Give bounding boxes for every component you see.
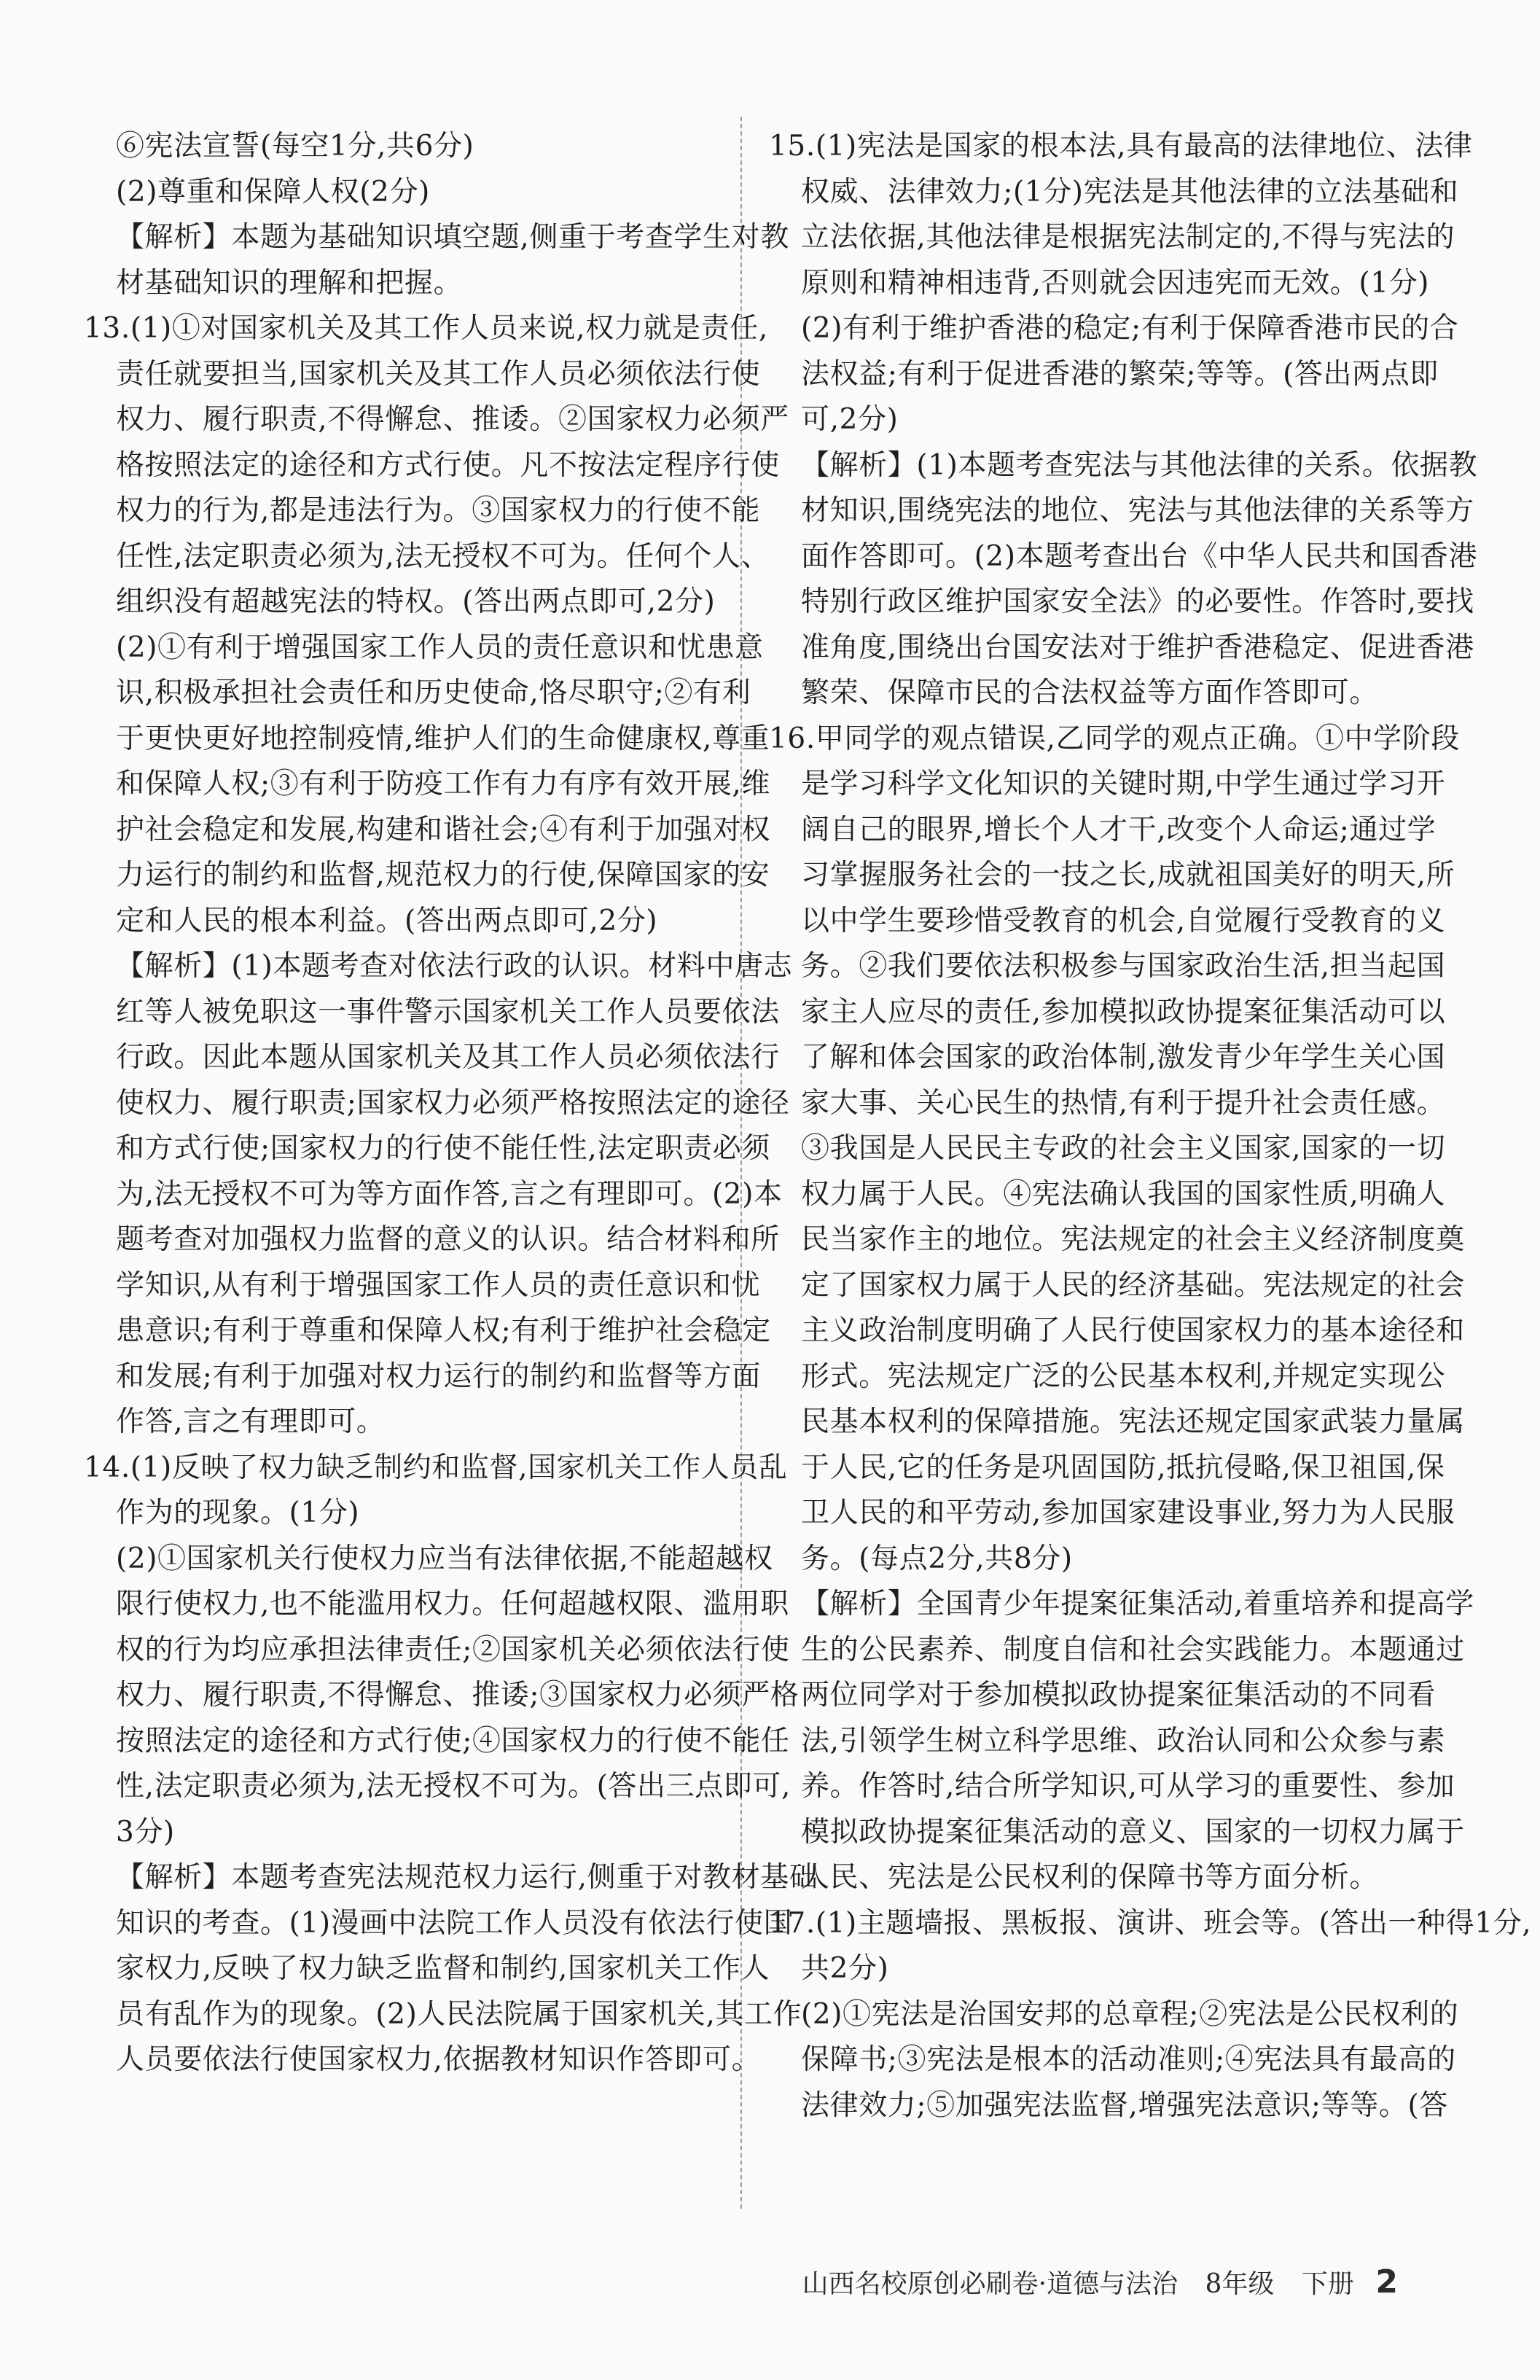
text-line: 员有乱作为的现象。(2)人民法院属于国家机关,其工作 [116, 1997, 802, 2031]
text-line: ③我国是人民民主专政的社会主义国家,国家的一切 [801, 1132, 1446, 1165]
text-line: 15.(1)宪法是国家的根本法,具有最高的法律地位、法律 [769, 130, 1473, 163]
text-line: 法律效力;⑤加强宪法监督,增强宪法意识;等等。(答 [801, 2088, 1448, 2122]
text-line: 【解析】全国青少年提案征集活动,着重培养和提高学 [801, 1588, 1474, 1620]
text-line: 行政。因此本题从国家机关及其工作人员必须依法行 [116, 1041, 780, 1074]
text-line: 定了国家权力属于人民的经济基础。宪法规定的社会 [801, 1268, 1465, 1302]
text-line: 【解析】本题为基础知识填空题,侧重于考查学生对教 [116, 221, 789, 254]
text-line: 责任就要担当,国家机关及其工作人员必须依法行使 [116, 357, 761, 391]
footer-grade: 8年级 [1205, 2269, 1275, 2299]
text-line: 权力、履行职责,不得懈怠、推诿。②国家权力必须严 [116, 403, 789, 436]
text-line: 卫人民的和平劳动,参加国家建设事业,努力为人民服 [801, 1497, 1455, 1529]
text-line: 13.(1)①对国家机关及其工作人员来说,权力就是责任, [84, 312, 768, 345]
text-line: 和保障人权;③有利于防疫工作有力有序有效开展,维 [116, 768, 770, 800]
text-line: 是学习科学文化知识的关键时期,中学生通过学习开 [801, 768, 1446, 800]
text-line: (2)①有利于增强国家工作人员的责任意识和忧患意 [116, 631, 764, 664]
text-line: 家大事、关心民生的热情,有利于提升社会责任感。 [801, 1086, 1446, 1120]
text-line: 限行使权力,也不能滥用权力。任何超越权限、滥用职 [116, 1588, 789, 1620]
text-line: 原则和精神相违背,否则就会因违宪而无效。(1分) [801, 266, 1430, 300]
text-line: ⑥宪法宣誓(每空1分,共6分) [116, 130, 474, 163]
text-line: 权威、法律效力;(1分)宪法是其他法律的立法基础和 [801, 175, 1459, 208]
text-line: 法权益;有利于促进香港的繁荣;等等。(答出两点即 [801, 357, 1439, 391]
text-line: 主义政治制度明确了人民行使国家权力的基本途径和 [801, 1314, 1465, 1347]
text-line: 于人民,它的任务是巩固国防,抵抗侵略,保卫祖国,保 [801, 1451, 1445, 1484]
text-line: 3分) [116, 1815, 175, 1849]
text-line: 任性,法定职责必须为,法无授权不可为。任何个人、 [116, 539, 770, 573]
text-line: 材知识,围绕宪法的地位、宪法与其他法律的关系等方 [801, 494, 1474, 527]
text-line: 养。作答时,结合所学知识,可从学习的重要性、参加 [801, 1770, 1455, 1803]
text-line: 以中学生要珍惜受教育的机会,自觉履行受教育的义 [801, 904, 1446, 937]
text-line: 作为的现象。(1分) [116, 1497, 360, 1529]
text-line: 为,法无授权不可为等方面作答,言之有理即可。(2)本 [116, 1177, 783, 1211]
text-line: 组织没有超越宪法的特权。(答出两点即可,2分) [116, 585, 716, 618]
text-line: 知识的考查。(1)漫画中法院工作人员没有依法行使国 [116, 1906, 793, 1940]
text-line: 权力的行为,都是违法行为。③国家权力的行使不能 [116, 494, 761, 527]
text-line: 权力、履行职责,不得懈怠、推诿;③国家权力必须严格 [116, 1679, 800, 1712]
text-line: 护社会稳定和发展,构建和谐社会;④有利于加强对权 [116, 813, 770, 846]
text-line: 红等人被免职这一事件警示国家机关工作人员要依法 [116, 995, 780, 1029]
text-line: 14.(1)反映了权力缺乏制约和监督,国家机关工作人员乱 [84, 1451, 788, 1484]
text-line: 题考查对加强权力监督的意义的认识。结合材料和所 [116, 1223, 780, 1256]
text-line: 性,法定职责必须为,法无授权不可为。(答出三点即可, [116, 1770, 792, 1803]
text-line: 人民、宪法是公民权利的保障书等方面分析。 [801, 1861, 1379, 1894]
text-line: 【解析】(1)本题考查对依法行政的认识。材料中唐志 [116, 950, 793, 983]
text-line: 【解析】(1)本题考查宪法与其他法律的关系。依据教 [801, 448, 1478, 482]
text-line: 阔自己的眼界,增长个人才干,改变个人命运;通过学 [801, 813, 1437, 846]
text-line: 16.甲同学的观点错误,乙同学的观点正确。①中学阶段 [769, 722, 1461, 755]
text-line: 可,2分) [801, 403, 899, 436]
text-line: 作答,言之有理即可。 [116, 1405, 386, 1438]
text-line: 务。②我们要依法积极参与国家政治生活,担当起国 [801, 950, 1446, 983]
text-line: 共2分) [801, 1952, 889, 1985]
page-footer [802, 2263, 1398, 2301]
text-line: 繁荣、保障市民的合法权益等方面作答即可。 [801, 676, 1379, 709]
text-line: 和方式行使;国家权力的行使不能任性,法定职责必须 [116, 1132, 770, 1165]
text-line: 立法依据,其他法律是根据宪法制定的,不得与宪法的 [801, 221, 1455, 254]
text-line: (2)有利于维护香港的稳定;有利于保障香港市民的合 [801, 312, 1459, 345]
text-line: 民当家作主的地位。宪法规定的社会主义经济制度奠 [801, 1223, 1465, 1256]
text-line: 家权力,反映了权力缺乏监督和制约,国家机关工作人 [116, 1952, 770, 1985]
text-line: 按照法定的途径和方式行使;④国家权力的行使不能任 [116, 1724, 790, 1757]
text-line: 使权力、履行职责;国家权力必须严格按照法定的途径 [116, 1086, 790, 1120]
text-line: 患意识;有利于尊重和保障人权;有利于维护社会稳定 [116, 1314, 771, 1347]
text-line: 权力属于人民。④宪法确认我国的国家性质,明确人 [801, 1177, 1446, 1211]
text-line: 务。(每点2分,共8分) [801, 1542, 1073, 1575]
text-line: 了解和体会国家的政治体制,激发青少年学生关心国 [801, 1041, 1446, 1074]
text-line: 权的行为均应承担法律责任;②国家机关必须依法行使 [116, 1633, 790, 1666]
text-line: 和发展;有利于加强对权力运行的制约和监督等方面 [116, 1359, 761, 1393]
text-line: 家主人应尽的责任,参加模拟政协提案征集活动可以 [801, 995, 1446, 1029]
text-line: 学知识,从有利于增强国家工作人员的责任意识和忧 [116, 1268, 761, 1302]
text-line: 力运行的制约和监督,规范权力的行使,保障国家的安 [116, 859, 770, 891]
text-line: 习掌握服务社会的一技之长,成就祖国美好的明天,所 [801, 859, 1455, 891]
text-line: 形式。宪法规定广泛的公民基本权利,并规定实现公 [801, 1359, 1446, 1393]
text-line: 【解析】本题考查宪法规范权力运行,侧重于对教材基础 [116, 1861, 818, 1894]
text-line: 面作答即可。(2)本题考查出台《中华人民共和国香港 [801, 539, 1478, 573]
text-line: 两位同学对于参加模拟政协提案征集活动的不同看 [801, 1679, 1437, 1712]
text-line: 格按照法定的途径和方式行使。凡不按法定程序行使 [116, 448, 780, 482]
right-column [769, 124, 1532, 2129]
text-line: 民基本权利的保障措施。宪法还规定国家武装力量属 [801, 1405, 1465, 1438]
text-line: (2)①国家机关行使权力应当有法律依据,不能超越权 [116, 1542, 773, 1575]
page-number: 2 [1375, 2263, 1398, 2301]
text-line: 特别行政区维护国家安全法》的必要性。作答时,要找 [801, 585, 1474, 618]
text-line: 人员要依法行使国家权力,依据教材知识作答即可。 [116, 2043, 761, 2076]
text-line: 材基础知识的理解和把握。 [116, 266, 463, 300]
footer-series: 山西名校原创必刷卷·道德与法治 [802, 2269, 1179, 2299]
footer-volume: 下册 [1301, 2269, 1354, 2299]
text-line: 模拟政协提案征集活动的意义、国家的一切权力属于 [801, 1815, 1465, 1849]
text-line: (2)①宪法是治国安邦的总章程;②宪法是公民权利的 [801, 1997, 1459, 2031]
text-line: 定和人民的根本利益。(答出两点即可,2分) [116, 904, 658, 937]
text-line: 识,积极承担社会责任和历史使命,恪尽职守;②有利 [116, 676, 751, 709]
text-line: (2)尊重和保障人权(2分) [116, 175, 430, 208]
text-line: 保障书;③宪法是根本的活动准则;④宪法具有最高的 [801, 2043, 1456, 2076]
text-line: 生的公民素养、制度自信和社会实践能力。本题通过 [801, 1633, 1465, 1666]
text-line: 于更快更好地控制疫情,维护人们的生命健康权,尊重 [116, 722, 770, 755]
left-column [84, 124, 818, 2083]
text-line: 法,引领学生树立科学思维、政治认同和公众参与素 [801, 1724, 1446, 1757]
text-line: 准角度,围绕出台国安法对于维护香港稳定、促进香港 [801, 631, 1474, 664]
text-line: 17.(1)主题墙报、黑板报、演讲、班会等。(答出一种得1分, [769, 1906, 1532, 1940]
